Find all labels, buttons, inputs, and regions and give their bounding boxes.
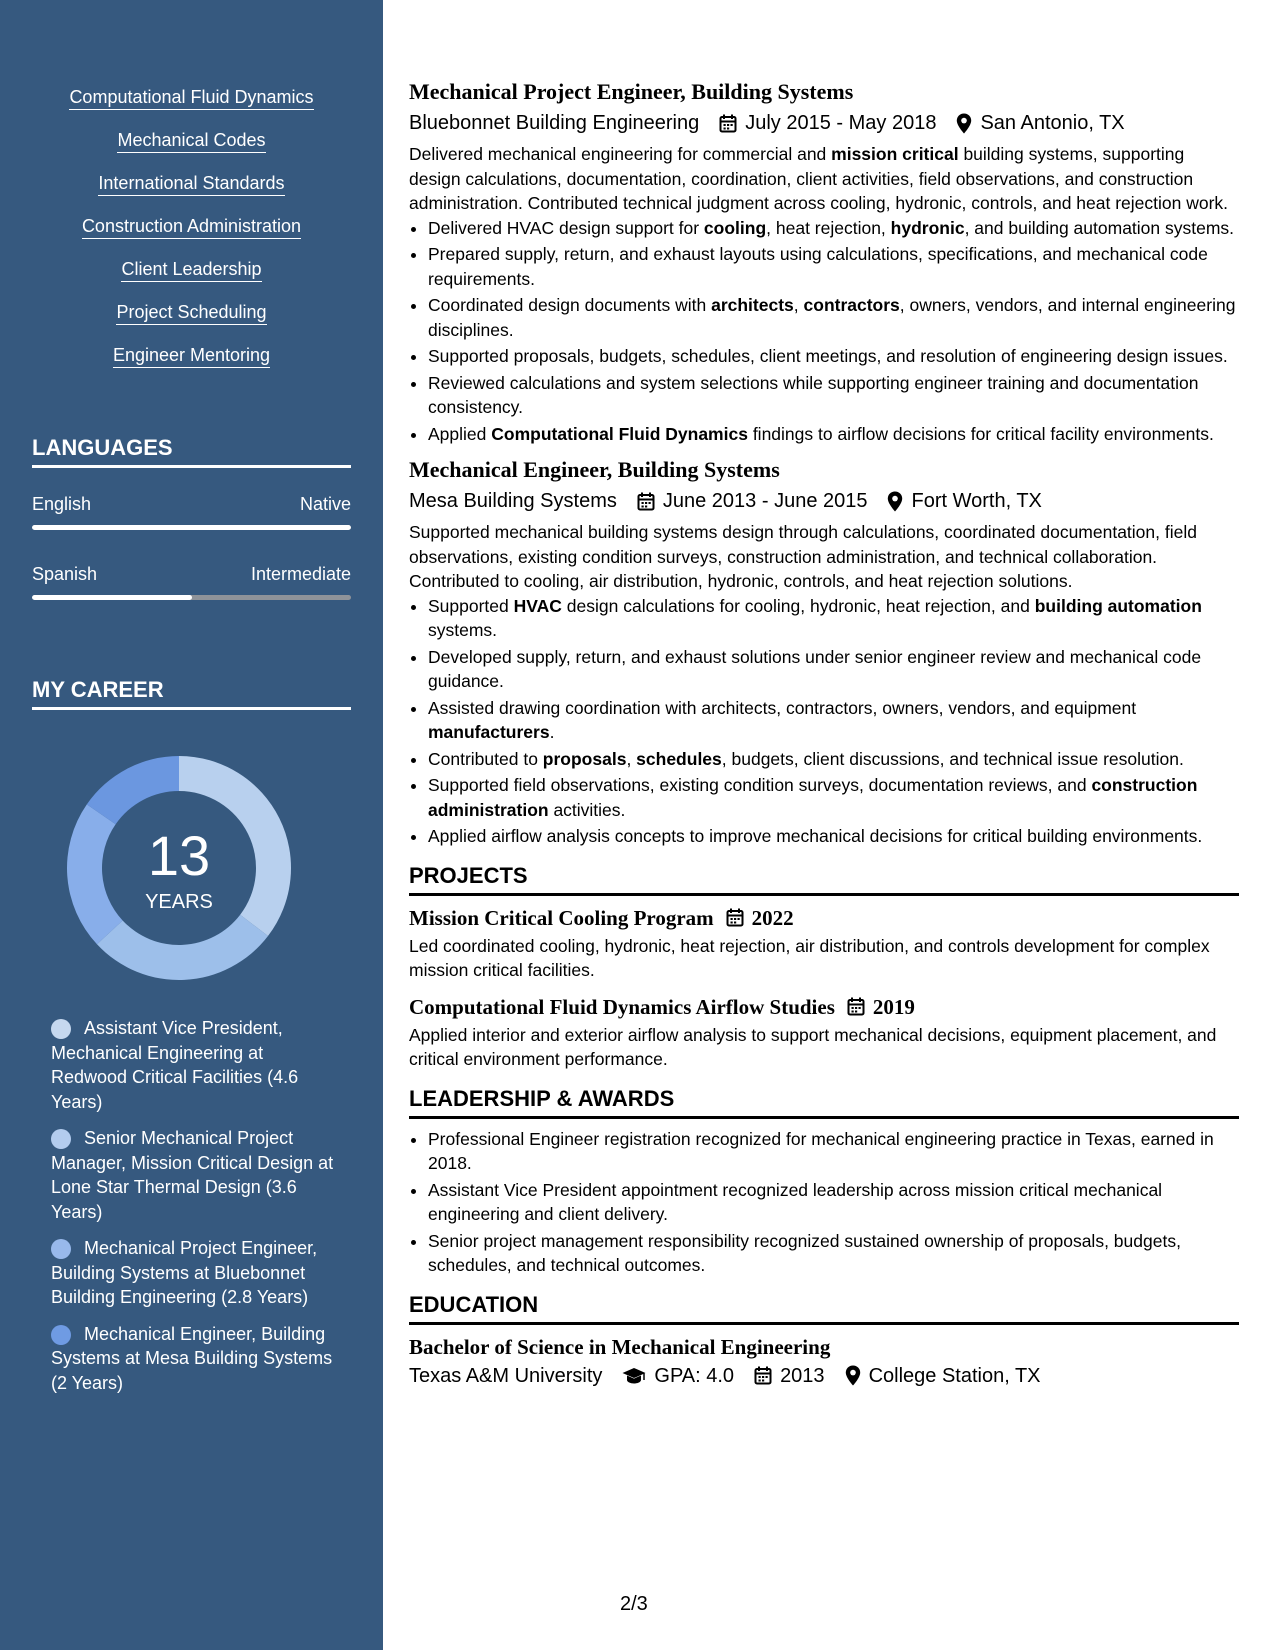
job-bullet: • Supported HVAC design calculations for cooling, hydronic, heat rejection, and building automation systems. (428, 594, 1239, 643)
education-gpa: GPA: 4.0 (654, 1364, 735, 1387)
career-list (51, 1016, 336, 1407)
job-dates: June 2013 - June 2015 (662, 490, 868, 512)
career-years-label: YEARS (145, 891, 213, 913)
skill-item: Construction Administration (82, 215, 301, 239)
project-description: Applied interior and exterior airflow analysis to support mechanical decisions, equipment placement, and critical environment performance. (409, 1024, 1217, 1069)
language-name: Spanish (32, 564, 98, 584)
career-item (51, 1016, 336, 1114)
project-entry (409, 904, 1239, 983)
career-item (51, 1236, 336, 1310)
job-bullet: • Applied airflow analysis concepts to improve mechanical decisions for critical building environments. (428, 824, 1239, 849)
calendar-icon (726, 908, 744, 927)
job-company: Bluebonnet Building Engineering (409, 112, 700, 134)
job-meta (409, 488, 1239, 514)
education-degree: Bachelor of Science in Mechanical Engineering (409, 1334, 831, 1359)
career-item-text: Mechanical Engineer, Building Systems at Mesa Building Systems (2 Years) (51, 1323, 333, 1393)
calendar-icon (754, 1366, 772, 1385)
award-item: • Senior project management responsibility recognized sustained ownership of proposals, budgets, schedules, and technical outcomes. (428, 1229, 1239, 1278)
career-years-number: 13 (147, 824, 211, 887)
map-pin-icon (887, 491, 903, 512)
skill-item: Client Leadership (121, 258, 261, 282)
career-donut-chart (66, 755, 292, 981)
job-title: Mechanical Engineer, Building Systems (409, 457, 780, 482)
awards-heading: LEADERSHIP & AWARDS (409, 1086, 1239, 1119)
career-heading: MY CAREER (32, 677, 351, 710)
language-row (32, 564, 351, 585)
career-item-text: Assistant Vice President, Mechanical Engineering at Redwood Critical Facilities (4.6 Years) (51, 1018, 299, 1112)
main-content (409, 0, 1239, 1650)
job-bullet: • Coordinated design documents with architects, contractors, owners, vendors, and internal engineering disciplines. (428, 293, 1239, 342)
language-level: Intermediate (250, 564, 351, 584)
map-pin-icon (956, 113, 972, 134)
job-location: Fort Worth, TX (911, 490, 1042, 512)
job-bullet: • Prepared supply, return, and exhaust layouts using calculations, specifications, and mechanical code requirements. (428, 242, 1239, 291)
career-dot-icon (51, 1325, 71, 1345)
language-proficiency-fill (32, 595, 192, 600)
career-dot-icon (51, 1019, 71, 1039)
project-description: Led coordinated cooling, hydronic, heat rejection, air distribution, and controls development for complex mission critical facilities. (409, 935, 1210, 980)
project-title-row (409, 993, 1239, 1021)
language-proficiency-fill (32, 525, 351, 530)
award-item: • Professional Engineer registration recognized for mechanical engineering practice in Texas, earned in 2018. (428, 1127, 1239, 1176)
skill-item: Computational Fluid Dynamics (69, 86, 313, 110)
language-proficiency-bar (32, 525, 351, 530)
job-meta (409, 110, 1239, 136)
skill-item: Mechanical Codes (117, 129, 265, 153)
skill-item: International Standards (98, 172, 284, 196)
languages-heading: LANGUAGES (32, 435, 351, 468)
project-year: 2022 (751, 905, 794, 930)
job-entry (409, 78, 1239, 446)
language-name: English (32, 494, 92, 514)
map-pin-icon (845, 1365, 861, 1386)
calendar-icon (719, 114, 737, 133)
job-bullet: • Applied Computational Fluid Dynamics findings to airflow decisions for critical facility environments. (428, 422, 1239, 447)
job-description: Supported mechanical building systems design through calculations, coordinated documentation, field observations, existing condition surveys, construction administration, and technical collaboration. Contributed to cooling, air distribution, hydronic, controls, and heat rejection solutions. (409, 522, 1197, 591)
job-bullet: • Delivered HVAC design support for cooling, heat rejection, hydronic, and building automation systems. (428, 216, 1239, 241)
project-title: Computational Fluid Dynamics Airflow Studies (409, 994, 835, 1019)
job-bullets (409, 594, 1239, 849)
career-item-text: Senior Mechanical Project Manager, Mission Critical Design at Lone Star Thermal Design (3.6 Years) (51, 1128, 334, 1222)
education-year: 2013 (780, 1364, 825, 1387)
job-bullet: • Contributed to proposals, schedules, budgets, client discussions, and technical issue resolution. (428, 747, 1239, 772)
projects-heading: PROJECTS (409, 863, 1239, 896)
language-row (32, 494, 351, 515)
education-heading: EDUCATION (409, 1292, 1239, 1325)
language-proficiency-bar (32, 595, 351, 600)
job-bullet: • Assisted drawing coordination with architects, contractors, owners, vendors, and equipment manufacturers. (428, 696, 1239, 745)
job-dates: July 2015 - May 2018 (745, 112, 937, 134)
job-company: Mesa Building Systems (409, 490, 617, 512)
language-level: Native (299, 494, 351, 514)
award-item: • Assistant Vice President appointment recognized leadership across mission critical mechanical engineering and client delivery. (428, 1178, 1239, 1227)
education-location: College Station, TX (868, 1364, 1041, 1387)
project-title-row (409, 904, 1239, 932)
career-dot-icon (51, 1129, 71, 1149)
job-bullet: • Reviewed calculations and system selections while supporting engineer training and documentation consistency. (428, 371, 1239, 420)
education-school: Texas A&M University (409, 1364, 603, 1387)
calendar-icon (637, 492, 655, 511)
career-dot-icon (51, 1239, 71, 1259)
skills-list (0, 86, 383, 387)
project-entry (409, 993, 1239, 1072)
skill-item: Project Scheduling (116, 301, 266, 325)
job-title: Mechanical Project Engineer, Building Systems (409, 79, 854, 104)
job-description: Delivered mechanical engineering for commercial and mission critical building systems, supporting design calculations, documentation, coordination, client activities, field observations, and construction administration. Contributed technical judgment across cooling, hydronic, controls, and heat rejection work. (409, 144, 1229, 213)
project-title: Mission Critical Cooling Program (409, 905, 714, 930)
education-meta (409, 1363, 1239, 1389)
job-bullet: • Supported proposals, budgets, schedules, client meetings, and resolution of engineering design issues. (428, 344, 1239, 369)
career-item-text: Mechanical Project Engineer, Building Systems at Bluebonnet Building Engineering (2.8 Years) (51, 1238, 318, 1307)
project-year: 2019 (872, 994, 915, 1019)
career-item (51, 1322, 336, 1396)
career-item (51, 1126, 336, 1224)
education-entry (409, 1333, 1239, 1389)
job-entry (409, 456, 1239, 849)
page-number: 2/3 (620, 1593, 648, 1615)
awards-list (409, 1127, 1239, 1278)
job-bullet: • Developed supply, return, and exhaust solutions under senior engineer review and mechanical code guidance. (428, 645, 1239, 694)
career-donut-segment (97, 915, 268, 980)
sidebar (0, 0, 383, 1650)
job-location: San Antonio, TX (980, 112, 1125, 134)
job-bullets (409, 216, 1239, 447)
graduation-cap-icon (622, 1367, 646, 1385)
calendar-icon (847, 997, 865, 1016)
job-bullet: • Supported field observations, existing condition surveys, documentation reviews, and construction administration activities. (428, 773, 1239, 822)
skill-item: Engineer Mentoring (113, 344, 270, 368)
